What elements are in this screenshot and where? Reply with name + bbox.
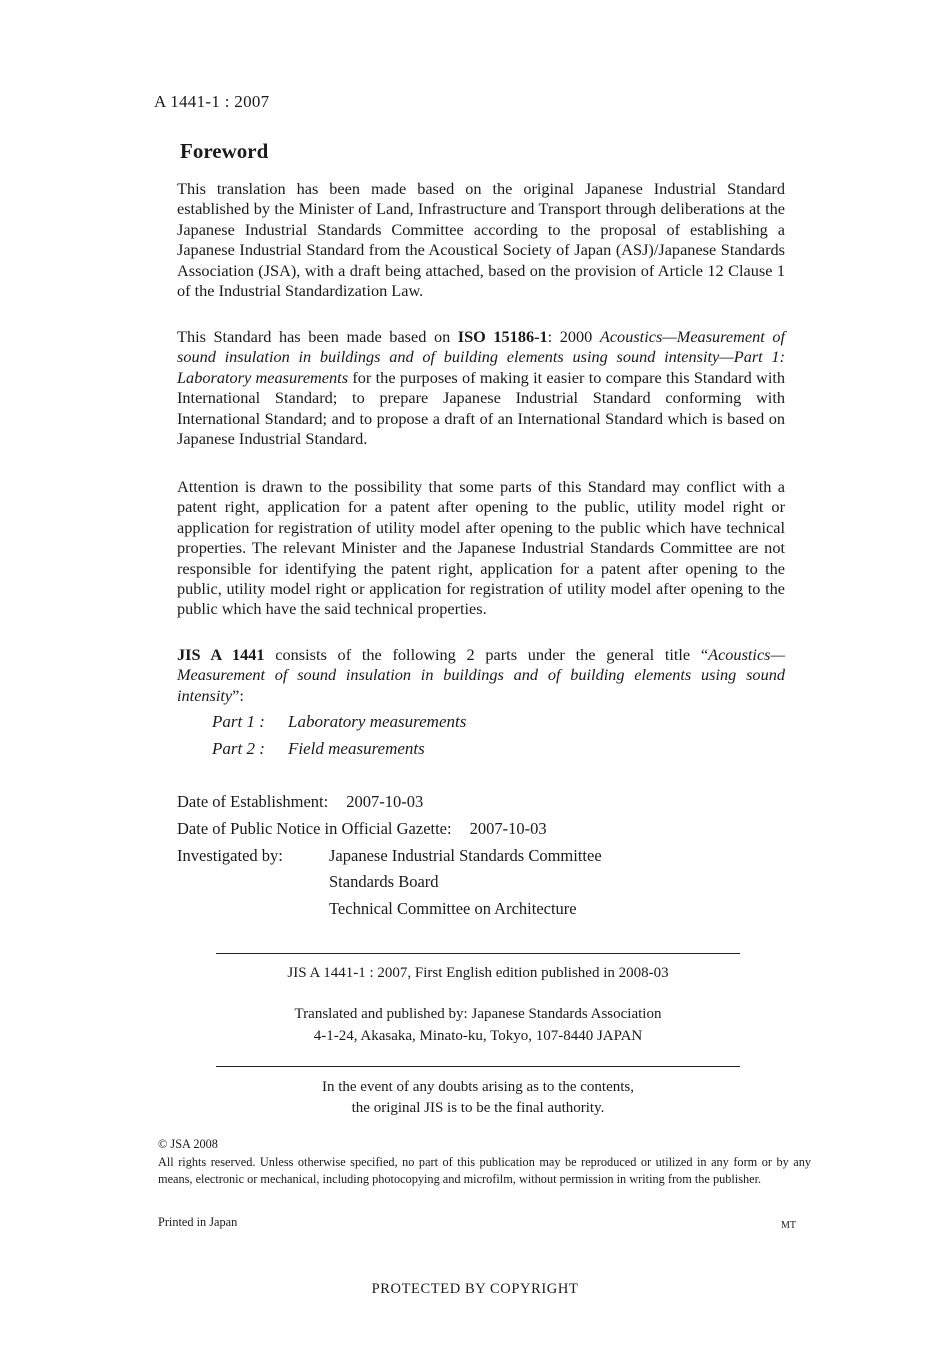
- p2-lead: This Standard has been made based on: [177, 327, 458, 346]
- paragraph-patent-notice: Attention is drawn to the possibility that some parts of this Standard may conflict with a patent right, application for a patent after opening to the public, utility model right or application for registration of utility model after opening to the public which have technical properties. The relevant Minister and the Japanese Industrial Standards Committee are not responsible for identifying the patent right, application for a patent after opening to the public, utility model right or application for registration of utility model after opening to the public which have the said technical properties.: [177, 477, 785, 619]
- paragraph-iso-basis: [177, 327, 785, 449]
- public-notice-row: [177, 819, 547, 839]
- public-notice-date: 2007-10-03: [469, 819, 547, 838]
- page-title: Foreword: [180, 139, 269, 163]
- establishment-label: Date of Establishment:: [177, 792, 329, 811]
- general-title: Acoustics—Measurement of sound insulation in buildings and of building elements using sound intensity: [177, 645, 785, 705]
- investigator-item: Technical Committee on Architecture: [329, 899, 577, 918]
- p4-lead: consists of the following 2 parts under the general title “: [264, 645, 709, 664]
- paragraph-translation-basis: This translation has been made based on the original Japanese Industrial Standard established by the Minister of Land, Infrastructure and Transport through deliberations at the Japanese Industrial Standards Committee according to the proposal of establishing a Japanese Industrial Standard from the Acoustical Society of Japan (ASJ)/Japanese Standards Association (JSA), with a draft being attached, based on the provision of Article 12 Clause 1 of the Industrial Standardization Law.: [177, 179, 785, 301]
- printer-mark: MT: [781, 1220, 796, 1231]
- investigated-label: Investigated by:: [177, 846, 283, 865]
- publisher-line: Translated and published by: Japanese Standards Association: [294, 1006, 662, 1022]
- copyright-notice: © JSA 2008: [158, 1137, 218, 1151]
- iso-year: : 2000: [547, 327, 600, 346]
- establishment-row: [177, 792, 423, 812]
- jis-reference: JIS A 1441: [177, 645, 265, 664]
- authority-note-line-1: In the event of any doubts arising as to the contents,: [321, 1079, 634, 1095]
- divider: [216, 953, 740, 954]
- publisher-address: 4-1-24, Akasaka, Minato-ku, Tokyo, 107-8440 JAPAN: [313, 1028, 643, 1044]
- p2-rest: for the purposes of making it easier to compare this Standard with International Standard; to prepare Japanese Industrial Standard conforming with International Standard; and to propose a draft of an International Standard which is based on Japanese Industrial Standard.: [177, 367, 786, 449]
- part-name: Laboratory measurements: [288, 712, 467, 731]
- establishment-date: 2007-10-03: [346, 792, 424, 811]
- part-number: Part 2 :: [212, 739, 265, 758]
- part-number: Part 1 :: [212, 712, 265, 731]
- copyright-footer: PROTECTED BY COPYRIGHT: [371, 1281, 579, 1297]
- edition-line: JIS A 1441-1 : 2007, First English edition published in 2008-03: [287, 965, 669, 981]
- investigator-item: Standards Board: [329, 872, 439, 891]
- iso-reference: ISO 15186-1: [457, 327, 548, 346]
- printed-in: Printed in Japan: [158, 1215, 238, 1229]
- part-list-item: [212, 739, 425, 759]
- public-notice-label: Date of Public Notice in Official Gazette:: [177, 819, 452, 838]
- document-code: A 1441-1 : 2007: [154, 92, 270, 111]
- paragraph-parts-intro: [177, 645, 785, 706]
- investigator-item: Japanese Industrial Standards Committee: [329, 846, 602, 865]
- iso-title: Acoustics—Measurement of sound insulation in buildings and of building elements using sound intensity—Part 1: Laboratory measurements: [177, 327, 786, 387]
- rights-statement: All rights reserved. Unless otherwise specified, no part of this publication may be reproduced or utilized in any form or by any means, electronic or mechanical, including photocopying and microfilm, without permission in writing from the publisher.: [158, 1155, 811, 1186]
- authority-note-line-2: the original JIS is to be the final authority.: [351, 1100, 605, 1116]
- part-name: Field measurements: [288, 739, 425, 758]
- divider: [216, 1066, 740, 1067]
- p4-end: ”:: [232, 685, 244, 705]
- part-list-item: [212, 712, 466, 732]
